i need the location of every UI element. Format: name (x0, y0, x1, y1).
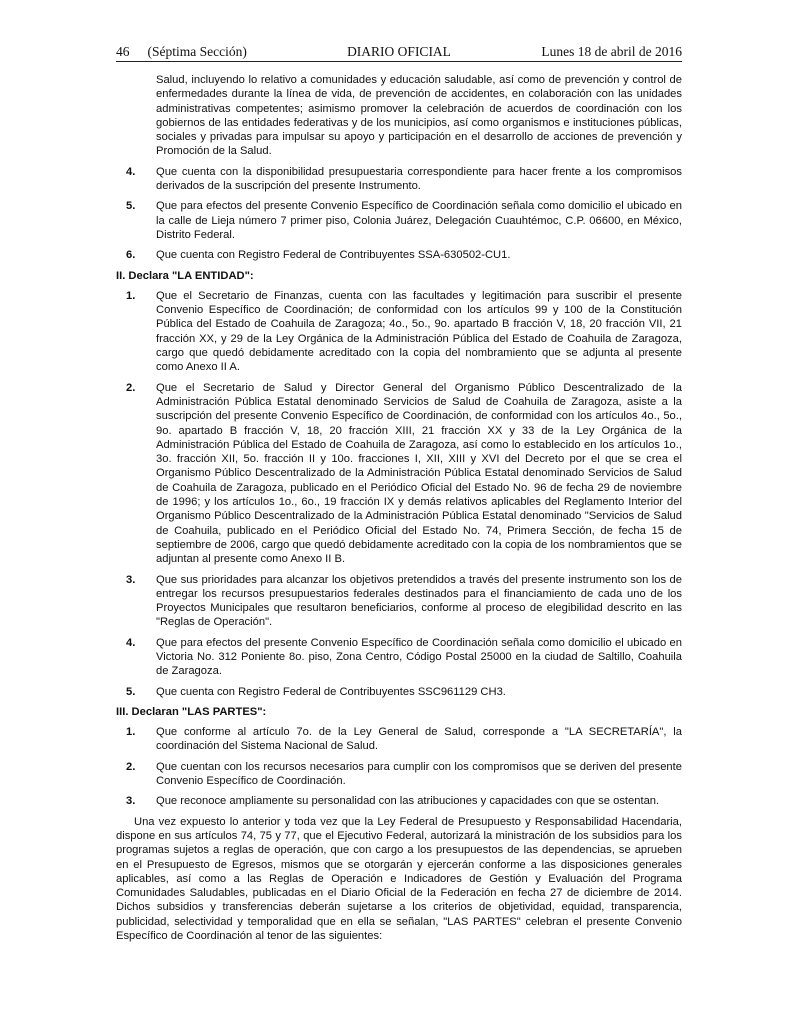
publication-date: Lunes 18 de abril de 2016 (541, 44, 682, 59)
list-item (116, 685, 682, 699)
closing-paragraph: Una vez expuesto lo anterior y toda vez que la Ley Federal de Presupuesto y Responsabilidad Hacendaria, dispone en sus artículos 74, 75 y 77, que el Ejecutivo Federal, autorizará la ministración de los subsidios para los programas sujetos a reglas de operación, que con cargo a los presupuestos de las dependencias, se aprueben en el Presupuesto de Egresos, mismos que se otorgarán y ejercerán conforme a las disposiciones generales aplicables, así como a las Reglas de Operación e Indicadores de Gestión y Evaluación del Programa Comunidades Saludables, publicadas en el Diario Oficial de la Federación en fecha 27 de diciembre de 2014. Dichos subsidios y transferencias deberán sujetarse a los criterios de objetividad, equidad, transparencia, publicidad, selectividad y temporalidad que en ella se señalan, "LAS PARTES" celebran el presente Convenio Específico de Coordinación al tenor de las siguientes: (116, 815, 682, 943)
item-number: 5. (126, 685, 136, 698)
item-number: 5. (126, 200, 136, 213)
list-item (116, 760, 682, 789)
list-item (116, 725, 682, 754)
item-number: 4. (126, 165, 136, 178)
item-number: 1. (126, 289, 136, 302)
item-number: 6. (126, 249, 136, 262)
item-text: Que el Secretario de Salud y Director General del Organismo Público Descentralizado de la Administración Pública Estatal denominado Servicios de Salud de Coahuila de Zaragoza, asiste a la suscripción del presente Convenio Específico de Coordinación, de conformidad con los artículos 4o., 5o., 9o. apartado B fracción V, 18, 20 fracción XIII, 21 fracción XX y 33 de la Ley Orgánica de la Administración Pública del Estado de Coahuila de Zaragoza, así como lo establecido en los artículos 1o., 3o. fracción XII, 5o. fracción II y 10o. fracciones I, XII, XIII y XVI del Decreto por el que se crea el Organismo Público Descentralizado de la Administración Pública Estatal denominado Servicios de Salud de Coahuila de Zaragoza, publicado en el Periódico Oficial del Estado No. 96 de fecha 29 de noviembre de 1996; y los artículos 1o., 6o., 19 fracción IX y demás relativos aplicables del Reglamento Interior del Organismo Público Descentralizado de la Administración Pública Estatal denominado "Servicios de Salud de Coahuila, publicado en el Periódico Oficial del Estado No. 74, Primera Sección, de fecha 15 de septiembre de 2006, cargo que quedó debidamente acreditado con la copia de los nombramientos que se adjuntan al presente como Anexo II B. (156, 381, 682, 566)
section-heading: II. Declara "LA ENTIDAD": (116, 269, 254, 282)
item-number: 1. (126, 726, 136, 739)
item-text: Que cuenta con Registro Federal de Contribuyentes SSA-630502-CU1. (156, 249, 511, 262)
list-item (116, 199, 682, 242)
page-number: 46 (116, 44, 130, 59)
page-header (116, 44, 682, 60)
item-text: Que para efectos del presente Convenio Específico de Coordinación señala como domicilio el ubicado en la calle de Lieja número 7 primer piso, Colonia Juárez, Delegación Cuauhtémoc, C.P. 06600, en México, Distrito Federal. (156, 200, 682, 241)
item-text: Que cuentan con los recursos necesarios para cumplir con los compromisos que se deriven del presente Convenio Específico de Coordinación. (156, 760, 682, 788)
item-number: 2. (126, 760, 136, 773)
publication-title: DIARIO OFICIAL (347, 44, 451, 59)
list-item (116, 573, 682, 630)
item-number: 3. (126, 795, 136, 808)
section-label: (Séptima Sección) (147, 44, 247, 59)
item-text: Que reconoce ampliamente su personalidad con las atribuciones y capacidades con que se ostentan. (156, 795, 660, 808)
item-number: 4. (126, 636, 136, 649)
list-item (116, 248, 682, 262)
list-item (116, 381, 682, 567)
header-rule (116, 61, 682, 62)
document-body (116, 73, 682, 943)
item-text: Que el Secretario de Finanzas, cuenta con las facultades y legitimación para suscribir el presente Convenio Específico de Coordinación; de conformidad con los artículos 99 y 100 de la Constitución Pública del Estado de Coahuila de Zaragoza; 4o., 5o., 9o. apartado B fracción V, 18, 20 fracción VII, 21 fracción XX, y 29 de la Ley Orgánica de la Administración Pública del Estado de Coahuila de Zaragoza, cargo que quedó debidamente acreditado con la copia del nombramiento que se adjunta al presente como Anexo II A. (156, 289, 682, 374)
list-item (116, 165, 682, 194)
item-number: 2. (126, 381, 136, 394)
item-text: Que cuenta con Registro Federal de Contribuyentes SSC961129 CH3. (156, 685, 506, 698)
continuation-paragraph: Salud, incluyendo lo relativo a comunidades y educación saludable, así como de prevención y control de enfermedades durante la línea de vida, de prevención de accidentes, en colaboración con las unidades administrativas competentes; asimismo promover la celebración de acuerdos de coordinación con los gobiernos de las entidades federativas y de los municipios, así como organismos e instituciones públicas, sociales y privadas para impulsar su apoyo y participación en el desarrollo de acciones de prevención y Promoción de la Salud. (156, 74, 682, 158)
item-text: Que sus prioridades para alcanzar los objetivos pretendidos a través del presente instrumento son los de entregar los recursos presupuestarios federales destinados para el financiamiento de cada uno de los Proyectos Municipales que resultaron beneficiarios, conforme al proceso de elegibilidad descrito en las "Reglas de Operación". (156, 573, 682, 629)
list-item (116, 794, 682, 808)
item-number: 3. (126, 573, 136, 586)
item-text: Que cuenta con la disponibilidad presupuestaria correspondiente para hacer frente a los compromisos derivados de la suscripción del presente Instrumento. (156, 165, 682, 193)
list-item (116, 636, 682, 679)
list-item (116, 289, 682, 375)
item-text: Que conforme al artículo 7o. de la Ley General de Salud, corresponde a "LA SECRETARÍA", la coordinación del Sistema Nacional de Salud. (156, 726, 682, 753)
section-heading: III. Declaran "LAS PARTES": (116, 705, 267, 718)
item-text: Que para efectos del presente Convenio Específico de Coordinación señala como domicilio el ubicado en Victoria No. 312 Poniente 8o. piso, Zona Centro, Código Postal 25000 en la ciudad de Saltillo, Coahuila de Zaragoza. (156, 636, 682, 678)
